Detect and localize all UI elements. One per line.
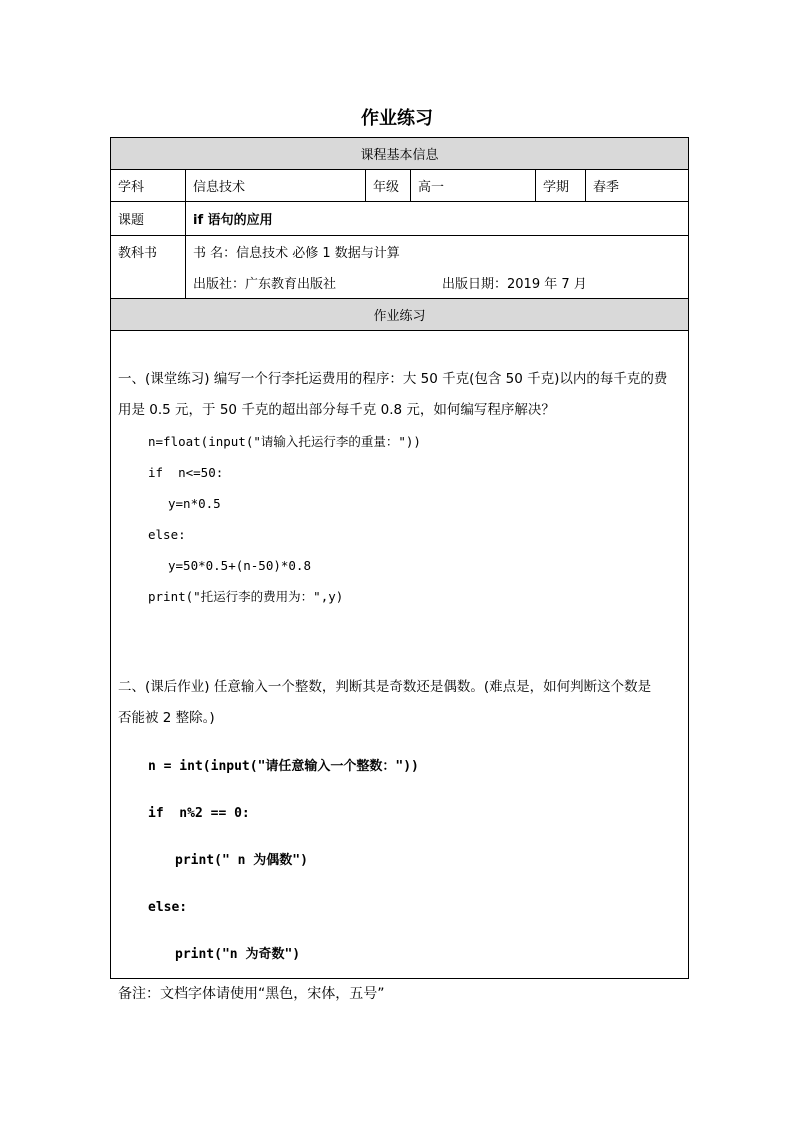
exercise2-code-line: print(" n 为偶数") [175,853,308,868]
exercise1-code-line: y=n*0.5 [168,496,221,511]
subject-value: 信息技术 [186,170,366,202]
textbook-info [186,236,689,299]
exercise1-question-line1: 一、(课堂练习) 编写一个行李托运费用的程序：大 50 千克(包含 50 千克)以内的每千克的费 [118,371,668,387]
textbook-label: 教科书 [111,236,186,299]
homework-table [110,137,689,979]
section-header-homework: 作业练习 [111,299,689,331]
homework-content [111,331,689,979]
footnote: 备注：文档字体请使用“黑色，宋体，五号” [118,986,385,1002]
exercise2-code-line: if n%2 == 0: [148,806,250,821]
exercise1-code-line: if n<=50: [148,465,224,480]
exercise1-code-line: n=float(input("请输入托运行李的重量：")) [148,434,421,449]
exercise1-code-line: print("托运行李的费用为：",y) [148,589,344,604]
publication-date: 出版日期：2019 年 7 月 [442,277,587,292]
exercise1-code-line: y=50*0.5+(n-50)*0.8 [168,558,311,573]
term-value: 春季 [586,170,689,202]
topic-label: 课题 [111,202,186,236]
grade-value: 高一 [411,170,536,202]
page-title: 作业练习 [361,108,433,129]
exercise1-question-line2: 用是 0.5 元，于 50 千克的超出部分每千克 0.8 元，如何编写程序解决？ [118,402,555,418]
exercise2-code-line: print("n 为奇数") [175,947,301,962]
exercise2-code-line: else: [148,900,188,915]
exercise2-question-line2: 否能被 2 整除。) [118,710,215,726]
publisher: 出版社：广东教育出版社 [193,277,337,292]
exercise2-question-line1: 二、(课后作业) 任意输入一个整数，判断其是奇数还是偶数。(难点是，如何判断这个数是 [118,679,652,695]
term-label: 学期 [536,170,586,202]
topic-value: if 语句的应用 [186,202,689,236]
subject-label: 学科 [111,170,186,202]
grade-label: 年级 [366,170,411,202]
section-header-course-info: 课程基本信息 [111,138,689,170]
book-name: 书 名：信息技术 必修 1 数据与计算 [193,246,400,261]
exercise1-code-line: else: [148,527,186,542]
exercise2-code-line: n = int(input("请任意输入一个整数：")) [148,759,419,774]
